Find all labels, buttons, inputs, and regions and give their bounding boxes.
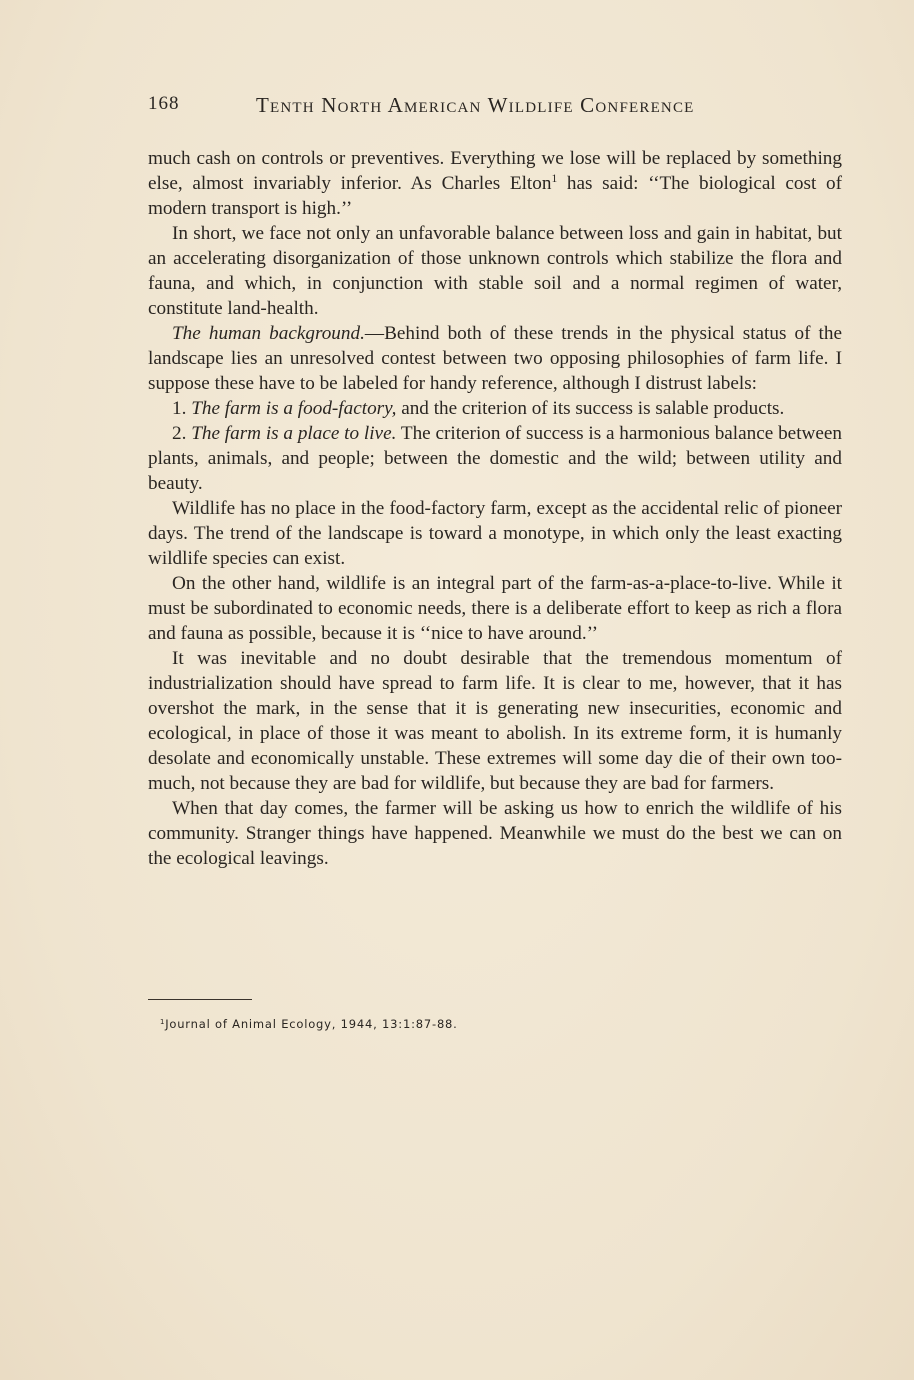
page-number: 168 bbox=[148, 93, 180, 114]
paragraph: Wildlife has no place in the food-factory farm, except as the accidental relic of pioneer days. The trend of the landscape is toward a monotype, in which only the least exacting wildlife species can exist. bbox=[148, 498, 842, 569]
list-item: 2. The farm is a place to live. The criterion of success is a harmonious balance between plants, animals, and people; between the domestic and the wild; between utility and beauty. bbox=[148, 423, 843, 494]
list-item: 1. The farm is a food-factory, and the criterion of its success is salable products. bbox=[172, 398, 785, 419]
section-heading: The human background. bbox=[172, 323, 365, 344]
paragraph: It was inevitable and no doubt desirable that the tremendous momentum of industrialization should have spread to farm life. It is clear to me, however, that it has overshot the mark, in the sense that it is generating new insecurities, economic and ecological, in place of those it was meant to abolish. In its extreme form, it is humanly desolate and economically unstable. These extremes will some day die of their own too-much, not because they are bad for wildlife, but because they are bad for farmers. bbox=[148, 648, 842, 794]
body-text bbox=[148, 146, 842, 871]
paragraph: In short, we face not only an unfavorable balance between loss and gain in habitat, but an accelerating disorganization of those unknown controls which stabilize the flora and fauna, and which, in conjunction with stable soil and a normal regimen of water, constitute land-health. bbox=[148, 223, 842, 319]
paragraph: On the other hand, wildlife is an integral part of the farm-as-a-place-to-live. While it must be subordinated to economic needs, there is a deliberate effort to keep as rich a flora and fauna as possible, because it is ‘‘nice to have around.’’ bbox=[148, 573, 842, 644]
footnote-reference: 1 bbox=[551, 173, 558, 186]
paragraph: When that day comes, the farmer will be asking us how to enrich the wildlife of his community. Stranger things have happened. Meanwhile we must do the best we can on the ecological leavings. bbox=[148, 798, 842, 869]
footnote: $^1$Journal of Animal Ecology, 1944, 13:1:87-88. bbox=[160, 1017, 458, 1031]
running-title: Tenth North American Wildlife Conference bbox=[256, 93, 695, 117]
footnote-divider bbox=[148, 999, 252, 1000]
paragraph: The human background.—Behind both of these trends in the physical status of the landscape lies an unresolved contest between two opposing philosophies of farm life. I suppose these have to be labeled for handy reference, although I distrust labels: bbox=[148, 323, 842, 394]
paragraph: much cash on controls or preventives. Everything we lose will be replaced by something else, almost invariably inferior. As Charles Elton$^1$ has said: ‘‘The biological cost of modern transport is high.’’ bbox=[148, 148, 842, 219]
